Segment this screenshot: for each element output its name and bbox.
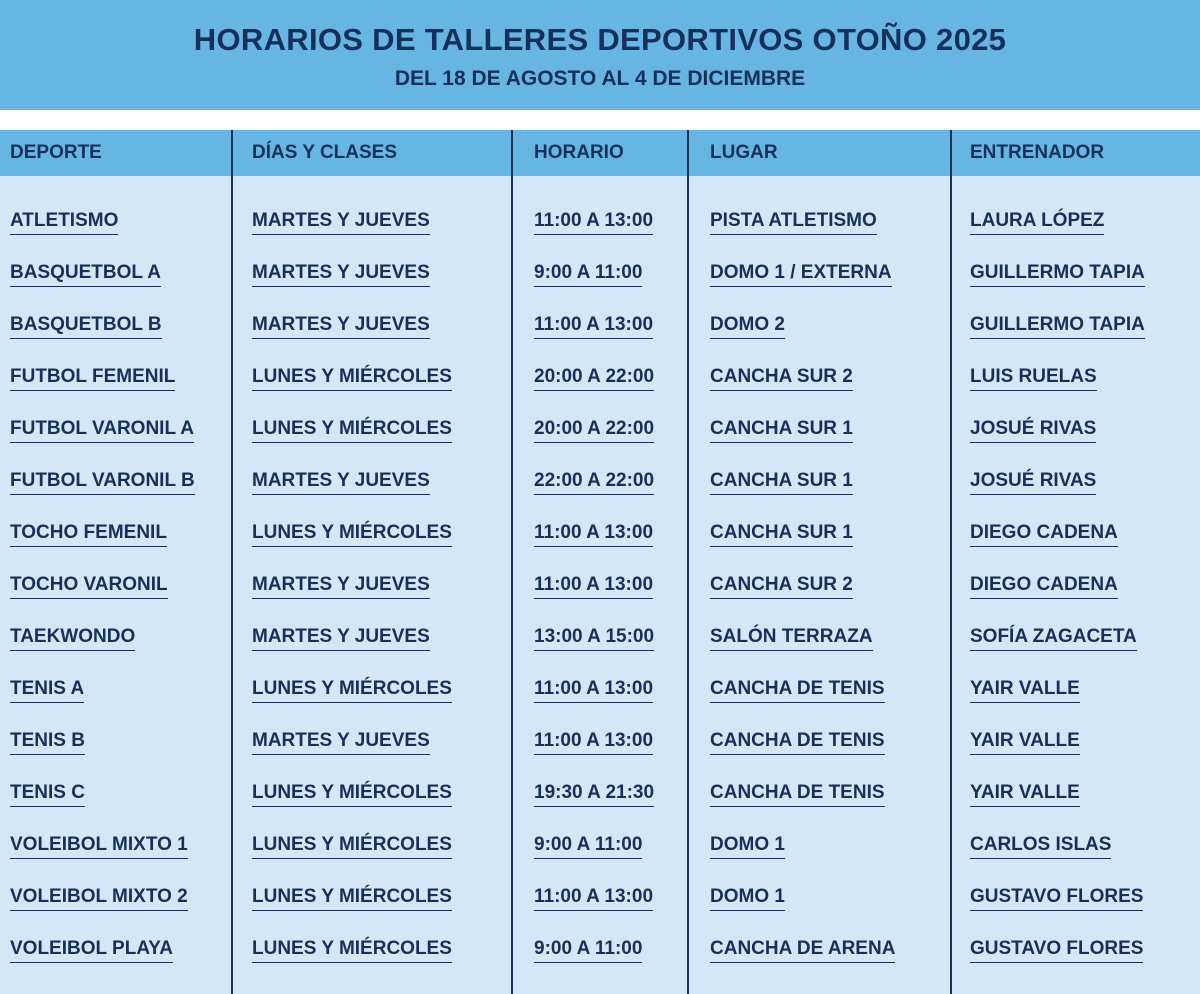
lugar-cell: CANCHA SUR 1 (710, 468, 853, 495)
horario-cell: 20:00 A 22:00 (534, 416, 654, 443)
dias-cell: MARTES Y JUEVES (252, 468, 430, 495)
dias-cell: MARTES Y JUEVES (252, 572, 430, 599)
entrenador-cell: CARLOS ISLAS (970, 832, 1111, 859)
lugar-cell: CANCHA DE ARENA (710, 936, 895, 963)
dias-cell: LUNES Y MIÉRCOLES (252, 884, 452, 911)
deporte-cell: VOLEIBOL MIXTO 2 (10, 884, 188, 911)
column-header-dias: DÍAS Y CLASES (252, 142, 398, 163)
deporte-cell: BASQUETBOL B (10, 312, 162, 339)
entrenador-cell: LUIS RUELAS (970, 364, 1097, 391)
lugar-cell: DOMO 2 (710, 312, 785, 339)
dias-cell: LUNES Y MIÉRCOLES (252, 520, 452, 547)
lugar-cell: CANCHA SUR 2 (710, 364, 853, 391)
dias-cell: LUNES Y MIÉRCOLES (252, 364, 452, 391)
lugar-cell: CANCHA DE TENIS (710, 728, 885, 755)
lugar-cell: DOMO 1 / EXTERNA (710, 260, 892, 287)
horario-cell: 13:00 A 15:00 (534, 624, 654, 651)
deporte-cell: VOLEIBOL MIXTO 1 (10, 832, 188, 859)
lugar-cell: DOMO 1 (710, 832, 785, 859)
horario-cell: 11:00 A 13:00 (534, 676, 653, 703)
lugar-cell: PISTA ATLETISMO (710, 208, 877, 235)
lugar-cell: CANCHA SUR 2 (710, 572, 853, 599)
column-divider (950, 130, 952, 994)
entrenador-cell: GUILLERMO TAPIA (970, 312, 1145, 339)
dias-cell: MARTES Y JUEVES (252, 624, 430, 651)
dias-cell: MARTES Y JUEVES (252, 208, 430, 235)
page-header (0, 0, 1200, 110)
dias-cell: LUNES Y MIÉRCOLES (252, 936, 452, 963)
lugar-cell: CANCHA DE TENIS (710, 676, 885, 703)
dias-cell: MARTES Y JUEVES (252, 260, 430, 287)
horario-cell: 11:00 A 13:00 (534, 728, 653, 755)
entrenador-cell: JOSUÉ RIVAS (970, 468, 1096, 495)
entrenador-cell: JOSUÉ RIVAS (970, 416, 1096, 443)
horario-cell: 9:00 A 11:00 (534, 936, 642, 963)
entrenador-cell: YAIR VALLE (970, 780, 1080, 807)
dias-cell: MARTES Y JUEVES (252, 312, 430, 339)
entrenador-cell: GUILLERMO TAPIA (970, 260, 1145, 287)
column-header-entrenador: ENTRENADOR (970, 142, 1105, 163)
horario-cell: 11:00 A 13:00 (534, 572, 653, 599)
entrenador-cell: GUSTAVO FLORES (970, 936, 1143, 963)
deporte-cell: ATLETISMO (10, 208, 118, 235)
dias-cell: LUNES Y MIÉRCOLES (252, 676, 452, 703)
dias-cell: MARTES Y JUEVES (252, 728, 430, 755)
column-header-lugar: LUGAR (710, 142, 778, 163)
column-divider (687, 130, 689, 994)
horario-cell: 11:00 A 13:00 (534, 520, 653, 547)
deporte-cell: TAEKWONDO (10, 624, 135, 651)
dias-cell: LUNES Y MIÉRCOLES (252, 416, 452, 443)
horario-cell: 11:00 A 13:00 (534, 312, 653, 339)
deporte-cell: TOCHO FEMENIL (10, 520, 167, 547)
horario-cell: 19:30 A 21:30 (534, 780, 654, 807)
deporte-cell: BASQUETBOL A (10, 260, 161, 287)
horario-cell: 11:00 A 13:00 (534, 208, 653, 235)
deporte-cell: TOCHO VARONIL (10, 572, 168, 599)
lugar-cell: CANCHA SUR 1 (710, 416, 853, 443)
horario-cell: 20:00 A 22:00 (534, 364, 654, 391)
page-subtitle: DEL 18 DE AGOSTO AL 4 DE DICIEMBRE (394, 67, 806, 90)
column-header-deporte: DEPORTE (10, 142, 102, 163)
column-divider (511, 130, 513, 994)
deporte-cell: TENIS B (10, 728, 85, 755)
lugar-cell: SALÓN TERRAZA (710, 624, 873, 651)
entrenador-cell: SOFÍA ZAGACETA (970, 624, 1137, 651)
deporte-cell: TENIS A (10, 676, 84, 703)
horario-cell: 9:00 A 11:00 (534, 832, 642, 859)
dias-cell: LUNES Y MIÉRCOLES (252, 832, 452, 859)
entrenador-cell: LAURA LÓPEZ (970, 208, 1104, 235)
entrenador-cell: DIEGO CADENA (970, 572, 1118, 599)
deporte-cell: FUTBOL VARONIL B (10, 468, 195, 495)
lugar-cell: CANCHA SUR 1 (710, 520, 853, 547)
entrenador-cell: GUSTAVO FLORES (970, 884, 1143, 911)
column-header-horario: HORARIO (534, 142, 624, 163)
deporte-cell: TENIS C (10, 780, 85, 807)
entrenador-cell: YAIR VALLE (970, 728, 1080, 755)
lugar-cell: CANCHA DE TENIS (710, 780, 885, 807)
horario-cell: 11:00 A 13:00 (534, 884, 653, 911)
deporte-cell: FUTBOL VARONIL A (10, 416, 194, 443)
entrenador-cell: YAIR VALLE (970, 676, 1080, 703)
entrenador-cell: DIEGO CADENA (970, 520, 1118, 547)
schedule-table (0, 130, 1200, 994)
deporte-cell: VOLEIBOL PLAYA (10, 936, 173, 963)
lugar-cell: DOMO 1 (710, 884, 785, 911)
dias-cell: LUNES Y MIÉRCOLES (252, 780, 452, 807)
deporte-cell: FUTBOL FEMENIL (10, 364, 175, 391)
horario-cell: 9:00 A 11:00 (534, 260, 642, 287)
column-divider (231, 130, 233, 994)
page-title: HORARIOS DE TALLERES DEPORTIVOS OTOÑO 2025 (193, 22, 1007, 57)
table-header-row (0, 130, 1200, 176)
horario-cell: 22:00 A 22:00 (534, 468, 654, 495)
